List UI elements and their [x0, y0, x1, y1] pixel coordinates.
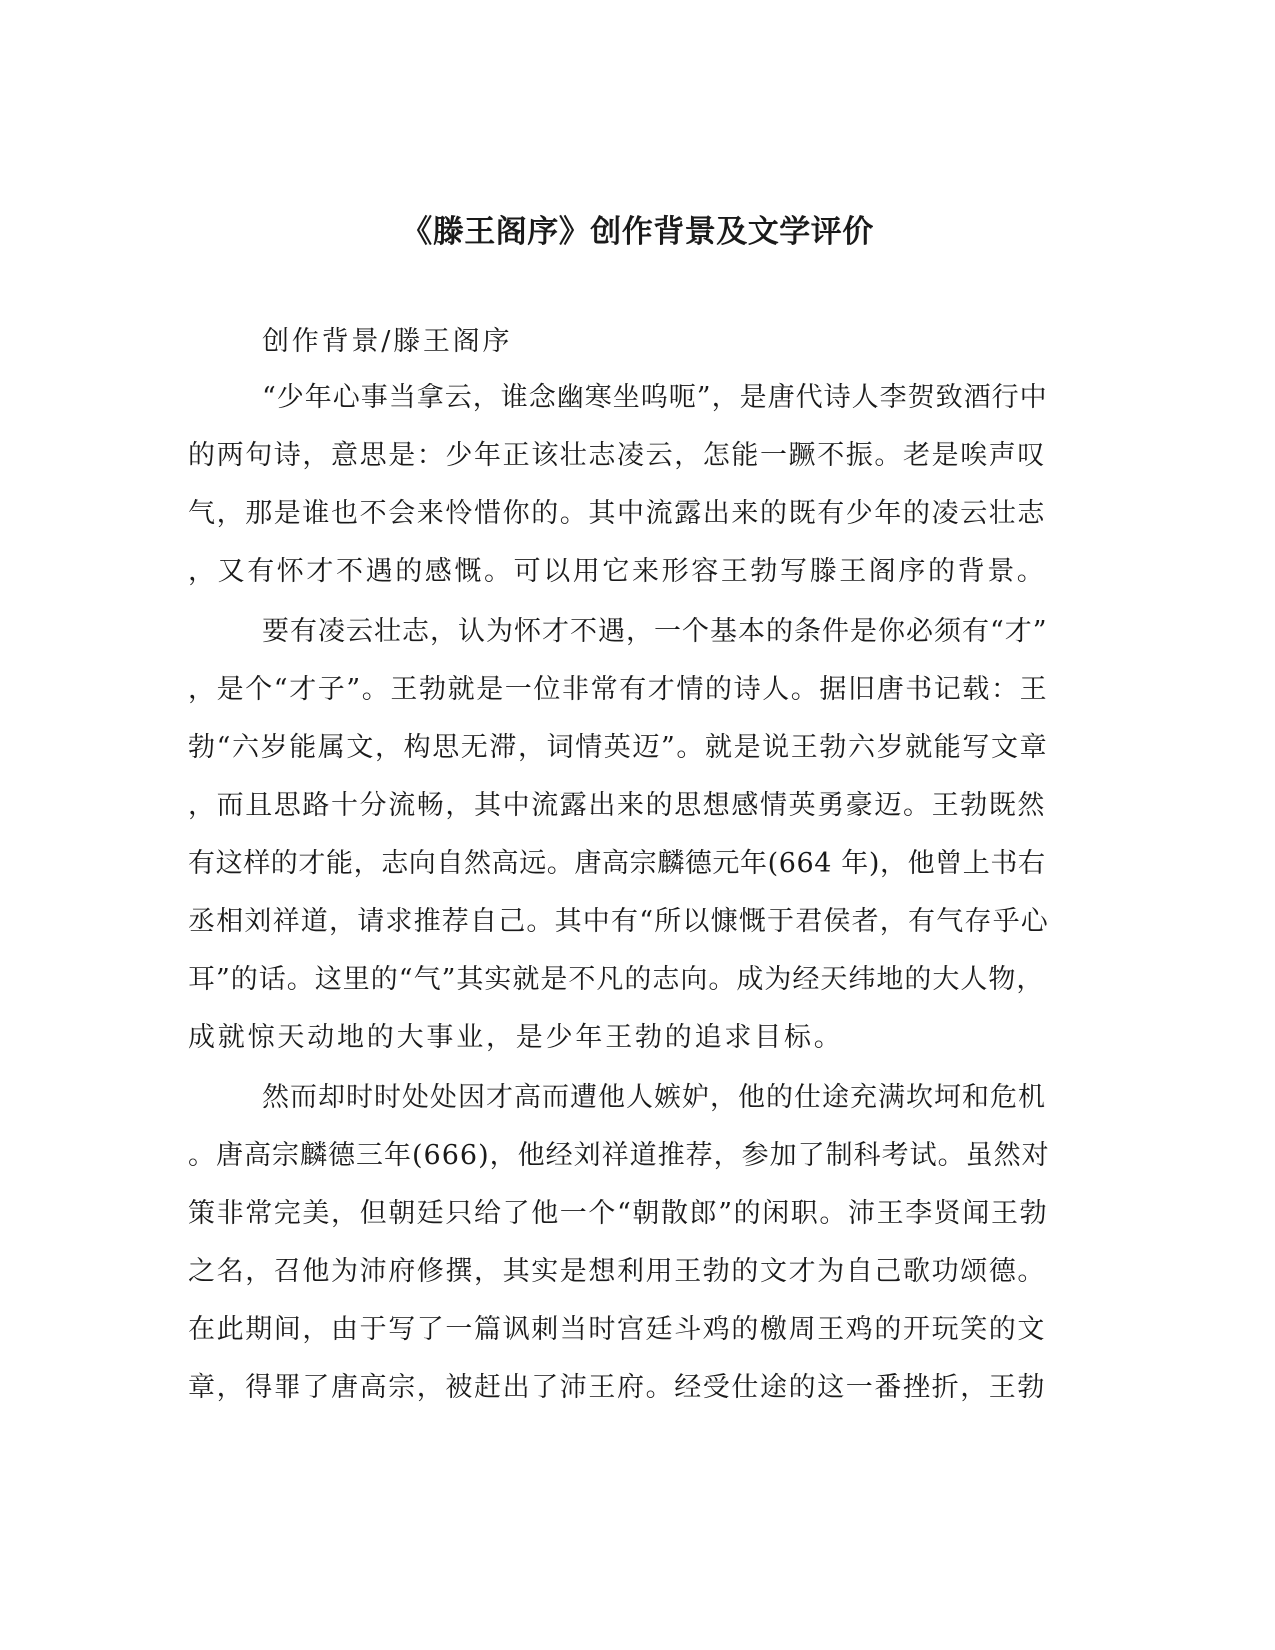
paragraph-line: 气，那是谁也不会来怜惜你的。其中流露出来的既有少年的凌云壮志	[188, 498, 1046, 529]
paragraph-line: 丞相刘祥道，请求推荐自己。其中有“所以慷慨于君侯者，有气存乎心	[188, 906, 1050, 937]
paragraph-line: “少年心事当拿云，谁念幽寒坐呜呃”，是唐代诗人李贺致酒行中	[262, 382, 1048, 413]
paragraph-line: 。唐高宗麟德三年(666)，他经刘祥道推荐，参加了制科考试。虽然对	[188, 1140, 1050, 1171]
paragraph-line: 之名，召他为沛府修撰，其实是想利用王勃的文才为自己歌功颂德。	[188, 1256, 1046, 1287]
paragraph-line: ，又有怀才不遇的感慨。可以用它来形容王勃写滕王阁序的背景。	[188, 556, 1047, 587]
paragraph-line: 策非常完美，但朝廷只给了他一个“朝散郎”的闲职。沛王李贤闻王勃	[188, 1198, 1049, 1229]
paragraph-line: 勃“六岁能属文，构思无滞，词情英迈”。就是说王勃六岁就能写文章	[188, 732, 1049, 763]
paragraph-line: 在此期间，由于写了一篇讽刺当时宫廷斗鸡的檄周王鸡的开玩笑的文	[188, 1314, 1046, 1345]
paragraph-line: 章，得罪了唐高宗，被赶出了沛王府。经受仕途的这一番挫折，王勃	[188, 1372, 1046, 1403]
document-title: 《滕王阁序》创作背景及文学评价	[401, 214, 874, 250]
section-heading: 创作背景/滕王阁序	[262, 326, 513, 357]
paragraph-line: 的两句诗，意思是：少年正该壮志凌云，怎能一蹶不振。老是唉声叹	[188, 440, 1046, 471]
paragraph-line: 成就惊天动地的大事业，是少年王勃的追求目标。	[188, 1022, 844, 1053]
paragraph-line: 有这样的才能，志向自然高远。唐高宗麟德元年(664 年)，他曾上书右	[188, 848, 1046, 879]
paragraph-line: 然而却时时处处因才高而遭他人嫉妒，他的仕途充满坎坷和危机	[262, 1082, 1046, 1113]
paragraph-line: ，而且思路十分流畅，其中流露出来的思想感情英勇豪迈。王勃既然	[188, 790, 1046, 821]
paragraph-line: 耳”的话。这里的“气”其实就是不凡的志向。成为经天纬地的大人物，	[188, 964, 1045, 995]
paragraph-line: 要有凌云壮志，认为怀才不遇，一个基本的条件是你必须有“才”	[262, 616, 1048, 647]
paragraph-line: ，是个“才子”。王勃就是一位非常有才情的诗人。据旧唐书记载：王	[188, 674, 1049, 705]
